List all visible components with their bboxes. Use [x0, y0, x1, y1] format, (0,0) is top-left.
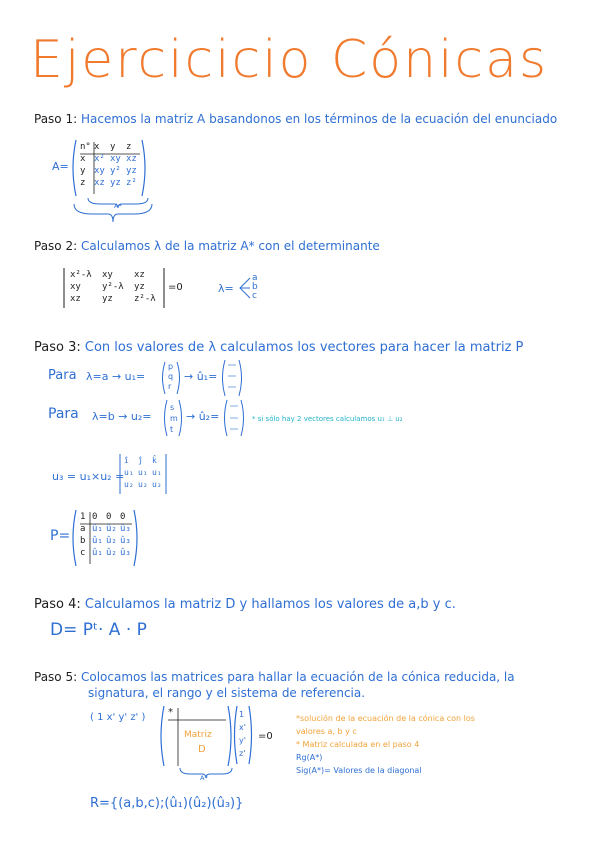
p-matrix-row	[80, 547, 134, 559]
paso5-matrix	[158, 704, 234, 768]
cross-det-row-cell: u₂	[138, 480, 148, 489]
lambda-value-b: b	[252, 282, 258, 292]
paso2-lambda-arrow	[238, 276, 252, 300]
p-matrix-row-cell: 0	[106, 512, 112, 522]
paso2-lambda-label: λ=	[218, 282, 234, 295]
paso1-matrix-row-cell: z²	[126, 178, 137, 188]
paso5-notes	[296, 712, 475, 777]
paso5-note-5: Sig(A*)= Valores de la diagonal	[296, 766, 422, 775]
paso1-text: Hacemos la matriz A basandonos en los términos de la ecuación del enunciado	[80, 112, 558, 126]
paso3-heading	[34, 340, 523, 355]
paso4-text: Calculamos la matriz D y hallamos los valores de a,b y c.	[84, 597, 456, 612]
paso4-heading	[34, 597, 456, 612]
cross-det-row-cell: u₂	[124, 480, 134, 489]
paso2-determinant	[62, 266, 166, 310]
paso2-det-row	[70, 293, 166, 305]
cross-det-row	[124, 467, 166, 479]
p-matrix-row-cell: û₃	[120, 536, 131, 546]
paso1-matrix-row-cell: x	[94, 142, 100, 152]
cross-det-row-cell: ĵ	[138, 456, 143, 465]
paso3-hatvec1	[220, 358, 244, 398]
paso2-eq-zero: =0	[168, 282, 183, 293]
paso3-para1: Para	[48, 368, 77, 383]
paso2-det-row-cell: yz	[102, 294, 113, 304]
paso1-matrix-row-cell: xy	[110, 154, 121, 164]
cross-det-row-cell: k̂	[152, 456, 157, 465]
paso2-det-row	[70, 281, 166, 293]
paso1-matrix-row-cell: y	[80, 166, 86, 176]
vec2-t: t	[170, 425, 174, 434]
paso2-det-row-cell: xy	[70, 282, 81, 292]
p-matrix-row-cell: 0	[120, 512, 126, 522]
paso5-note-2: valores a, b y c	[296, 727, 357, 736]
paso5-note-4: Rg(A*)	[296, 753, 323, 762]
paso5-text-line2: signatura, el rango y el sistema de referencia.	[88, 686, 366, 700]
cross-det-row	[124, 455, 166, 467]
paso2-det-row-cell: xy	[102, 270, 113, 280]
paso1-label: Paso 1:	[34, 112, 78, 126]
cross-det-row-cell: u₁	[124, 468, 134, 477]
paso3-hatvec2	[222, 398, 246, 438]
p-matrix-row-cell: b	[80, 536, 86, 546]
p-matrix-row-cell: c	[80, 548, 86, 558]
p-matrix-row-cell: û₃	[120, 524, 131, 534]
vec1-q: q	[168, 372, 174, 381]
paso5-brace-label: A*	[200, 774, 208, 782]
paso5-d-label: D	[198, 744, 206, 755]
paso2-heading	[34, 239, 380, 253]
paso2-det-row-cell: xz	[70, 294, 81, 304]
p-matrix-row-cell: û₁	[92, 524, 103, 534]
paso2-det-row-cell: z²-λ	[134, 294, 156, 304]
p-matrix-row-cell: 1	[80, 512, 86, 522]
p-matrix-row-cell: û₂	[106, 548, 117, 558]
paso1-matrix-row-cell: x²	[94, 154, 105, 164]
vec2-m: m	[170, 414, 178, 423]
paso1-brace-label: A*	[114, 202, 122, 210]
paso2-text: Calculamos λ de la matriz A* con el determinante	[80, 239, 380, 253]
paso1-matrix	[70, 138, 148, 198]
col-x: x'	[239, 723, 246, 732]
col-1: 1	[239, 710, 245, 719]
title-underline	[30, 88, 450, 94]
paso2-det-row	[70, 269, 166, 281]
vec1-p: p	[168, 362, 174, 371]
page-title: Ejercicicio Cónicas	[30, 30, 549, 90]
p-matrix-row-cell: a	[80, 524, 86, 534]
paso1-matrix-row-cell: n°	[80, 142, 91, 152]
lambda-value-c: c	[252, 291, 257, 301]
paso5-note-3: * Matriz calculada en el paso 4	[296, 740, 420, 749]
paso3-cross-det	[118, 452, 168, 496]
cross-det-row-cell: u₂	[152, 480, 162, 489]
paso1-heading	[34, 112, 557, 126]
paso4-label: Paso 4:	[34, 597, 81, 612]
hatvec2-brackets	[222, 398, 246, 438]
lambda-value-a: a	[252, 273, 258, 283]
p-matrix-row	[80, 511, 134, 523]
paso1-matrix-row	[80, 177, 142, 189]
paso1-matrix-row	[80, 153, 142, 165]
paso2-label: Paso 2:	[34, 239, 78, 253]
paso5-label: Paso 5:	[34, 670, 78, 684]
paso1-matrix-row-cell: yz	[126, 166, 137, 176]
paso3-u3-label: u₃ = u₁×u₂ =	[52, 470, 125, 483]
paso1-matrix-row	[80, 141, 142, 153]
paso1-outer-brace	[72, 202, 154, 224]
paso1-matrix-row-cell: xy	[94, 166, 105, 176]
paso3-hat1: → û₁=	[184, 370, 218, 383]
paso5-heading	[34, 670, 515, 684]
paso4-formula: D= Pᵗ· A · P	[50, 620, 147, 640]
paso1-matrix-row-cell: xz	[126, 154, 137, 164]
col-z: z'	[239, 749, 246, 758]
paso3-vec1	[160, 360, 182, 396]
paso1-matrix-row-cell: xz	[94, 178, 105, 188]
paso2-det-row-cell: xz	[134, 270, 145, 280]
paso2-det-row-cell: x²-λ	[70, 270, 92, 280]
paso3-label: Paso 3:	[34, 340, 81, 355]
paso5-eq-zero: =0	[258, 731, 273, 742]
p-matrix-row	[80, 535, 134, 547]
hatvec1-brackets	[220, 358, 244, 398]
paso3-text: Con los valores de λ calculamos los vectores para hacer la matriz P	[84, 340, 524, 355]
p-matrix-row-cell: û₂	[106, 524, 117, 534]
paso1-matrix-row-cell: z	[126, 142, 132, 152]
paso5-row-vector: ( 1 x' y' z' )	[90, 712, 146, 723]
p-matrix-row-cell: û₁	[92, 548, 103, 558]
paso3-p-matrix	[70, 508, 140, 568]
p-matrix-row-cell: û₂	[106, 536, 117, 546]
paso1-matrix-row-cell: x	[80, 154, 86, 164]
paso3-hat2: → û₂=	[186, 410, 220, 423]
paso5-note-1: *solución de la ecuación de la cónica con los	[296, 714, 475, 723]
paso5-col-vector	[232, 704, 254, 766]
paso3-vec2	[162, 398, 184, 438]
paso5-star: *	[168, 707, 173, 718]
paso2-det-row-cell: yz	[134, 282, 145, 292]
cross-det-row	[124, 479, 166, 491]
vec1-r: r	[168, 382, 172, 391]
cross-det-row-cell: u₁	[138, 468, 148, 477]
paso5-matriz-label: Matriz	[184, 730, 212, 740]
paso1-matrix-row-cell: y²	[110, 166, 121, 176]
cross-det-row-cell: u₁	[152, 468, 162, 477]
paso3-p-label: P=	[50, 528, 71, 544]
paso1-matrix-row-cell: z	[80, 178, 86, 188]
p-matrix-row-cell: û₃	[120, 548, 131, 558]
paso1-a-label: A=	[52, 160, 69, 173]
col-y: y'	[239, 736, 246, 745]
p-matrix-row	[80, 523, 134, 535]
vec2-s: s	[170, 403, 175, 412]
paso3-eq1: λ=a → u₁=	[86, 370, 146, 383]
paso2-det-row-cell: y²-λ	[102, 282, 124, 292]
paso5-text-line1: Colocamos las matrices para hallar la ecuación de la cónica reducida, la	[80, 670, 515, 684]
p-matrix-row-cell: û₁	[92, 536, 103, 546]
paso1-matrix-row	[80, 165, 142, 177]
paso1-matrix-row-cell: y	[110, 142, 116, 152]
cross-det-row-cell: î	[124, 456, 129, 465]
paso1-matrix-row-cell: yz	[110, 178, 121, 188]
p-matrix-row-cell: 0	[92, 512, 98, 522]
paso3-para2: Para	[48, 406, 79, 422]
paso3-note: * si sólo hay 2 vectores calculamos u₁ ⊥ u₂	[252, 415, 403, 423]
paso3-eq2: λ=b → u₂=	[92, 410, 152, 423]
paso5-r-formula: R={(a,b,c);(û₁)(û₂)(û₃)}	[90, 796, 244, 811]
paso2-lambda-values	[252, 274, 258, 301]
